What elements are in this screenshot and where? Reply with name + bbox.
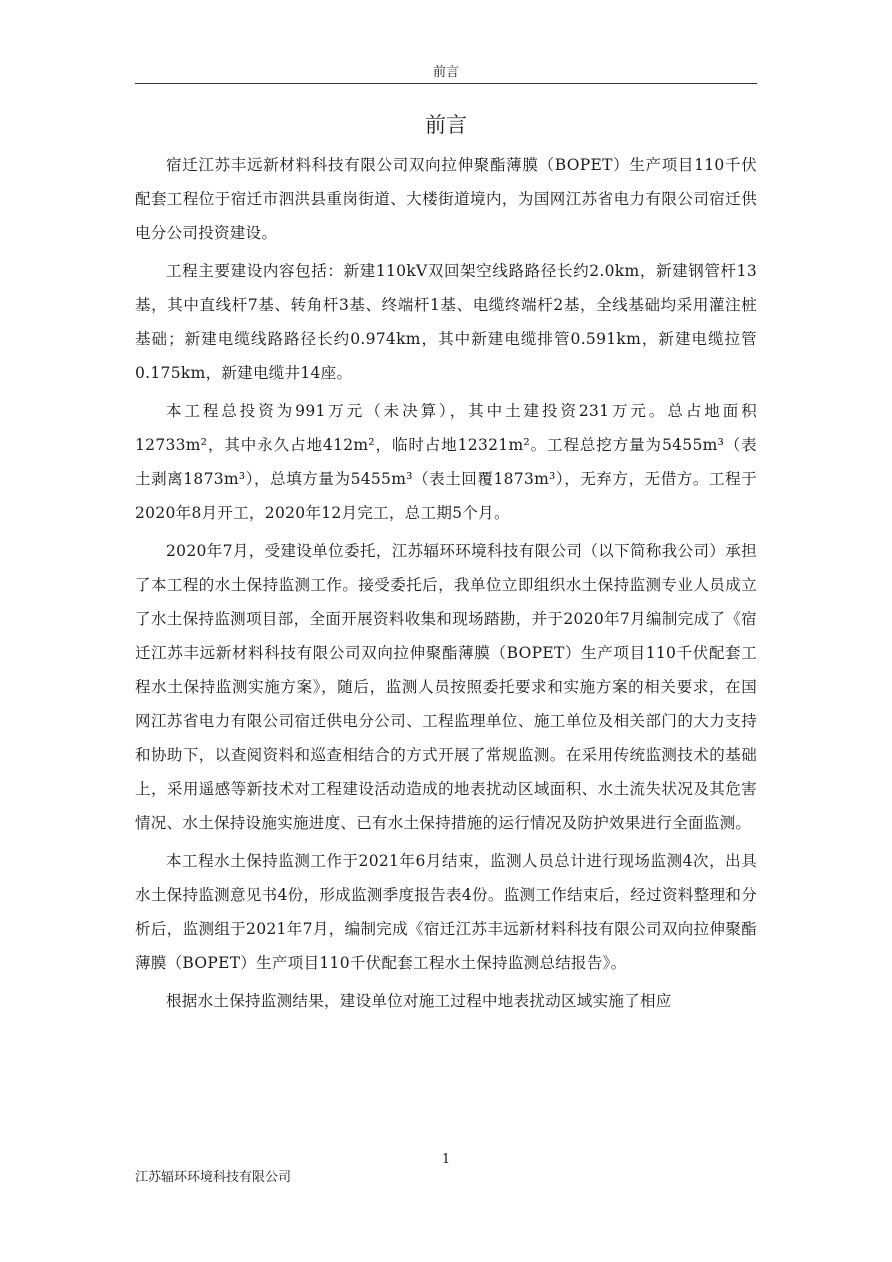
paragraph-investment: 本工程总投资为991万元（未决算），其中土建投资231万元。总占地面积12733m²，其中永久占地412m²，临时占地12321m²。工程总挖方量为5455m³（表土剥离1873m³），总填方量为5455m³（表土回覆1873m³），无弃方，无借方。工程于2020年8月开工，2020年12月完工，总工期5个月。 — [135, 402, 757, 522]
body-text — [135, 148, 757, 1022]
footer-company-name: 江苏辐环环境科技有限公司 — [135, 1170, 292, 1185]
header-divider — [135, 83, 757, 84]
paragraph-monitoring-results: 本工程水土保持监测工作于2021年6月结束，监测人员总计进行现场监测4次，出具水土保持监测意见书4份，形成监测季度报告表4份。监测工作结束后，经过资料整理和分析后，监测组于2021年7月，编制完成《宿迁江苏丰远新材料科技有限公司双向拉伸聚酯薄膜（BOPET）生产项目110千伏配套工程水土保持监测总结报告》。 — [135, 852, 757, 972]
page-title: 前言 — [425, 113, 467, 137]
running-header: 前言 — [432, 65, 459, 80]
paragraph-conclusion: 根据水土保持监测结果，建设单位对施工过程中地表扰动区域实施了相应 — [166, 992, 672, 1010]
paragraph-construction-content: 工程主要建设内容包括：新建110kV双回架空线路路径长约2.0km，新建钢管杆13基，其中直线杆7基、转角杆3基、终端杆1基、电缆终端杆2基，全线基础均采用灌注桩基础；新建电缆线路路径长约0.974km，其中新建电缆排管0.591km，新建电缆拉管0.175km，新建电缆井14座。 — [135, 262, 757, 382]
page-number: 1 — [441, 1152, 451, 1167]
paragraph-monitoring-commission: 2020年7月，受建设单位委托，江苏辐环环境科技有限公司（以下简称我公司）承担了本工程的水土保持监测工作。接受委托后，我单位立即组织水土保持监测专业人员成立了水土保持监测项目部，全面开展资料收集和现场踏勘，并于2020年7月编制完成了《宿迁江苏丰远新材料科技有限公司双向拉伸聚酯薄膜（BOPET）生产项目110千伏配套工程水土保持监测实施方案》，随后，监测人员按照委托要求和实施方案的相关要求，在国网江苏省电力有限公司宿迁供电分公司、工程监理单位、施工单位及相关部门的大力支持和协助下，以查阅资料和巡查相结合的方式开展了常规监测。在采用传统监测技术的基础上，采用遥感等新技术对工程建设活动造成的地表扰动区域面积、水土流失状况及其危害情况、水土保持设施实施进度、已有水土保持措施的运行情况及防护效果进行全面监测。 — [135, 542, 757, 832]
paragraph-project-location: 宿迁江苏丰远新材料科技有限公司双向拉伸聚酯薄膜（BOPET）生产项目110千伏配套工程位于宿迁市泗洪县重岗街道、大楼街道境内，为国网江苏省电力有限公司宿迁供电分公司投资建设。 — [135, 156, 757, 242]
